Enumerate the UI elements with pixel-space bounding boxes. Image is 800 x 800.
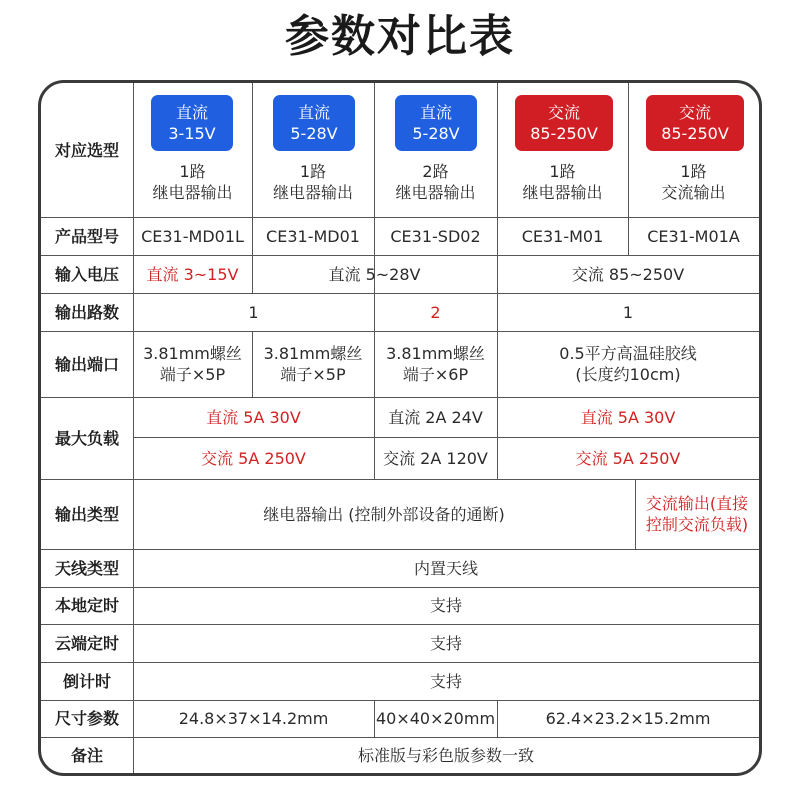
row-label-output-port: 输出端口 [54, 354, 119, 374]
voltage-badge-dc-3: 直流 5-28V [395, 95, 477, 151]
max-load-ac-1: 交流 5A 250V [201, 448, 306, 468]
local-timer-value: 支持 [429, 596, 462, 615]
row-label-product-model: 产品型号 [54, 226, 119, 246]
row-label-input-voltage: 输入电压 [54, 264, 119, 284]
max-load-dc-1: 直流 5A 30V [206, 407, 301, 427]
row-label-model-select: 对应选型 [54, 140, 119, 160]
comparison-table [38, 80, 762, 776]
size-value-1: 24.8×37×14.2mm [178, 709, 329, 728]
output-channels-3: 1 [622, 302, 634, 322]
size-value-3: 62.4×23.2×15.2mm [545, 709, 711, 728]
antenna-type-value: 内置天线 [413, 558, 478, 578]
page-title: 参数对比表 [285, 11, 515, 62]
output-channels-1: 1 [248, 302, 259, 322]
output-port-1: 3.81mm螺丝 端子×5P [143, 344, 242, 384]
max-load-ac-2: 交流 2A 120V [383, 448, 488, 468]
product-desc-5: 1路 交流输出 [661, 162, 726, 202]
max-load-ac-3: 交流 5A 250V [575, 448, 681, 468]
row-label-output-type: 输出类型 [54, 504, 119, 524]
product-desc-3: 2路 继电器输出 [395, 162, 476, 202]
product-model-1: CE31-MD01L [141, 226, 244, 246]
output-port-2: 3.81mm螺丝 端子×5P [263, 344, 363, 384]
product-desc-1: 1路 继电器输出 [152, 162, 233, 202]
row-label-cloud-timer: 云端定时 [54, 633, 119, 653]
input-voltage-2: 直流 5~28V [328, 264, 421, 284]
row-label-output-channels: 输出路数 [54, 302, 119, 322]
row-label-max-load: 最大负载 [54, 428, 119, 448]
remarks-value: 标准版与彩色版参数一致 [357, 745, 534, 765]
row-label-countdown: 倒计时 [62, 671, 111, 691]
input-voltage-1: 直流 3~15V [146, 264, 239, 284]
input-voltage-3: 交流 85~250V [571, 264, 685, 284]
output-port-3: 3.81mm螺丝 端子×6P [386, 344, 485, 384]
voltage-badge-dc-2: 直流 5-28V [273, 95, 355, 151]
max-load-dc-3: 直流 5A 30V [580, 407, 676, 427]
output-type-ac: 交流输出(直接 控制交流负载) [645, 494, 749, 534]
row-label-antenna-type: 天线类型 [54, 558, 119, 578]
voltage-badge-ac-1: 交流 85-250V [515, 95, 613, 151]
product-model-3: CE31-SD02 [390, 226, 481, 246]
cloud-timer-value: 支持 [429, 633, 462, 653]
size-value-2: 40×40×20mm [375, 709, 496, 728]
output-type-relay: 继电器输出 (控制外部设备的通断) [263, 504, 505, 524]
row-label-size: 尺寸参数 [54, 709, 119, 728]
product-model-4: CE31-M01 [521, 226, 604, 246]
max-load-dc-2: 直流 2A 24V [388, 407, 483, 427]
product-desc-4: 1路 继电器输出 [522, 162, 603, 202]
product-desc-2: 1路 继电器输出 [272, 162, 353, 202]
row-label-remarks: 备注 [70, 745, 103, 765]
product-model-2: CE31-MD01 [266, 226, 360, 246]
row-label-local-timer: 本地定时 [54, 596, 119, 615]
voltage-badge-ac-2: 交流 85-250V [646, 95, 744, 151]
product-model-5: CE31-M01A [647, 226, 740, 246]
voltage-badge-dc-1: 直流 3-15V [151, 95, 233, 151]
countdown-value: 支持 [429, 671, 462, 691]
output-channels-2: 2 [430, 302, 441, 322]
output-port-4: 0.5平方高温硅胶线 (长度约10cm) [559, 344, 697, 384]
